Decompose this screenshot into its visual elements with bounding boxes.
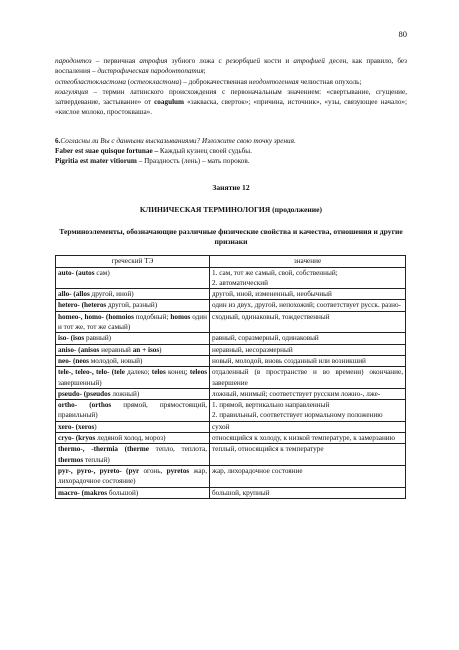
- term-segment: пародонтоз: [55, 57, 92, 65]
- meaning-cell: [210, 388, 406, 399]
- table-row: [56, 311, 406, 333]
- greek-segment: большой): [107, 488, 139, 497]
- greek-segment: pyretos: [166, 466, 190, 475]
- greek-element-cell: [56, 421, 210, 432]
- greek-segment: конец;: [165, 368, 190, 377]
- greek-element-cell: [56, 400, 210, 422]
- greek-segment: теплый): [83, 455, 110, 464]
- meaning-cell: [210, 355, 406, 366]
- greek-segment: ortho- (orthos: [58, 401, 112, 410]
- meaning-segment: жар, лихорадочное состояние: [212, 466, 303, 475]
- greek-segment: hetero- (heteros: [58, 301, 107, 310]
- meaning-segment: ложный, мнимый; соответствует русским ложно-, лже-: [212, 389, 381, 398]
- greek-segment: ложный): [110, 389, 140, 398]
- term-segment: coagulum: [154, 98, 185, 107]
- lesson-heading: Занятие 12: [212, 182, 250, 192]
- meaning-segment: 1. прямой, вертикально направленный: [212, 401, 330, 410]
- term-definition: [55, 87, 407, 118]
- greek-element-cell: [56, 487, 210, 498]
- greek-segment: neo- (neos: [58, 356, 89, 365]
- greek-segment: молодой, новый): [88, 356, 143, 365]
- greek-segment: другой, разный): [106, 301, 158, 310]
- table-row: [56, 487, 406, 498]
- term-segment: коагуляция: [55, 87, 89, 96]
- term-definition: [55, 56, 407, 77]
- greek-segment: an + isos: [132, 345, 160, 354]
- table-header-greek: греческий ТЭ: [56, 256, 210, 267]
- greek-segment: ): [159, 345, 162, 354]
- term-segment: остеокластома: [130, 77, 180, 86]
- question-segment: Согласны ли Вы с данными высказываниями? Изложите свою точку зрения.: [60, 136, 296, 145]
- greek-segment: подобный;: [133, 312, 171, 321]
- meaning-cell: [210, 300, 406, 311]
- exercise-block: [55, 136, 407, 167]
- greek-segment: один и тот же, тот же самый): [58, 312, 207, 332]
- table-row: [56, 344, 406, 355]
- greek-segment: macro- (makros: [58, 488, 108, 497]
- table-row: [56, 388, 406, 399]
- term-segment: неодонтогенная: [248, 77, 299, 86]
- meaning-segment: неравный, несоразмерный: [212, 345, 293, 354]
- greek-segment: жар, лихорадочное состояние): [58, 466, 207, 486]
- term-definitions: [55, 56, 407, 118]
- greek-segment: огонь,: [139, 466, 167, 475]
- greek-segment: thermos: [58, 455, 84, 464]
- greek-segment: xero- (xeros: [58, 422, 95, 431]
- greek-segment: равный): [84, 334, 112, 343]
- greek-element-cell: [56, 433, 210, 444]
- term-segment: кости и: [260, 57, 294, 65]
- greek-segment: тепло, теплота,: [149, 445, 207, 454]
- meaning-segment: сухой: [212, 422, 230, 431]
- greek-element-cell: [56, 388, 210, 399]
- meaning-cell: [210, 289, 406, 300]
- table-row: [56, 400, 406, 422]
- term-segment: челюстная опухоль;: [298, 77, 362, 86]
- greek-segment: pseudo- (pseudos: [58, 389, 111, 398]
- greek-segment: thermo-, -thermia (therme: [58, 445, 149, 454]
- greek-segment: aniso- (anisos: [58, 345, 100, 354]
- table-row: [56, 465, 406, 487]
- latin-proverb: [55, 146, 407, 156]
- proverb-segment: Faber est suae quisque fortunae –: [55, 147, 160, 156]
- greek-element-cell: [56, 444, 210, 466]
- term-segment: остеобластокластома: [55, 77, 126, 86]
- greek-element-cell: [56, 311, 210, 333]
- meaning-cell: [210, 344, 406, 355]
- table-row: [56, 267, 406, 289]
- greek-element-cell: [56, 300, 210, 311]
- meaning-cell: [210, 465, 406, 487]
- table-row: [56, 367, 406, 389]
- meaning-segment: отдаленный (в пространстве и во времени) окончание, завершение: [212, 368, 403, 387]
- greek-segment: далеко;: [124, 368, 152, 377]
- table-header-row: [56, 256, 406, 267]
- greek-segment: tele-, teleo-, telo- (tele: [58, 368, 125, 377]
- meaning-cell: [210, 367, 406, 389]
- greek-segment: pyr-, pyro-, pyreto- (pyr: [58, 466, 140, 475]
- section-title: КЛИНИЧЕСКАЯ ТЕРМИНОЛОГИЯ (продолжение): [139, 204, 323, 214]
- term-segment: «закваска, сверток»; «причина, источник», «узы, связующее начало»; «кислое молоко, простокваша».: [55, 98, 408, 117]
- greek-element-cell: [56, 355, 210, 366]
- greek-segment: cryo- (kryos: [58, 434, 96, 443]
- meaning-segment: теплый, относящийся к температуре: [212, 445, 324, 454]
- greek-element-cell: [56, 367, 210, 389]
- meaning-segment: равный, соразмерный, одинаковый: [212, 334, 319, 343]
- table-header-meaning: значение: [210, 256, 406, 267]
- table-row: [56, 421, 406, 432]
- greek-segment: завершенный): [58, 378, 102, 387]
- meaning-cell: [210, 333, 406, 344]
- term-segment: дистрофическая пародонтопатия: [97, 67, 204, 76]
- term-segment: ) – доброкачественная: [179, 77, 249, 86]
- meaning-segment: относящийся к холоду, к низкой температуре, к замерзанию: [212, 434, 396, 443]
- greek-segment: homeo-, homo- (homoios: [58, 312, 134, 321]
- greek-segment: ледяной холод, мороз): [95, 434, 166, 443]
- table-body: [56, 267, 406, 498]
- meaning-segment: большой, крупный: [212, 488, 270, 497]
- table-row: [56, 355, 406, 366]
- section-subtitle: Терминоэлементы, обозначающие различные физические свойства и качества, отношения и другие признаки: [59, 227, 403, 247]
- greek-element-cell: [56, 289, 210, 300]
- meaning-segment: сходный, одинаковый, тождественный: [212, 312, 330, 321]
- term-segment: атрофия: [139, 57, 168, 65]
- meaning-segment: 2. правильный, соответствует нормальному положению: [212, 411, 383, 420]
- meaning-cell: [210, 487, 406, 498]
- table-row: [56, 433, 406, 444]
- greek-element-cell: [56, 344, 210, 355]
- term-definition: [55, 77, 407, 87]
- greek-element-cell: [56, 333, 210, 344]
- term-segment: – термин латинского происхождения с первоначальным значением: «свертывание, сгущение, затвердевание, застывание» от: [55, 87, 407, 107]
- table-row: [56, 333, 406, 344]
- greek-segment: homos: [170, 312, 191, 321]
- table-row: [56, 300, 406, 311]
- term-segment: (: [126, 77, 131, 86]
- greek-segment: сам): [94, 268, 110, 277]
- greek-segment: iso- (isos: [58, 334, 85, 343]
- meaning-segment: новый, молодой, вновь созданный или возникший: [212, 356, 366, 365]
- term-segment: – первичная: [91, 57, 140, 65]
- latin-proverb: [55, 156, 407, 166]
- proverb-segment: Каждый кузнец своей судьбы.: [159, 147, 252, 156]
- term-segment: атрофией: [293, 57, 325, 65]
- meaning-segment: один из двух, другой, непохожий; соответствует русск. разно-: [212, 301, 401, 310]
- greek-segment: другой, иной): [89, 290, 134, 299]
- greek-segment: auto- (autos: [58, 268, 95, 277]
- terminology-table: [55, 255, 406, 499]
- question-segment: 6.: [55, 136, 61, 145]
- greek-segment: ): [94, 422, 97, 431]
- proverb-segment: – Праздность (лень) – мать пороков.: [136, 157, 250, 166]
- term-segment: зубного ложа с: [167, 57, 226, 65]
- greek-segment: allo- (allos: [58, 290, 90, 299]
- table-row: [56, 289, 406, 300]
- page-number: 80: [398, 29, 407, 39]
- term-segment: десен, как правило, без воспаления –: [55, 57, 408, 76]
- meaning-cell: [210, 267, 406, 289]
- greek-segment: прямой, прямостоящий, правильный): [58, 401, 208, 420]
- term-segment: ;: [203, 67, 206, 76]
- meaning-segment: 2. автоматический: [212, 278, 268, 287]
- term-segment: резорбцией: [225, 57, 261, 65]
- page-body: [55, 56, 407, 499]
- greek-element-cell: [56, 267, 210, 289]
- table-row: [56, 444, 406, 466]
- meaning-cell: [210, 433, 406, 444]
- greek-element-cell: [56, 465, 210, 487]
- meaning-cell: [210, 444, 406, 466]
- meaning-segment: 1. сам, тот же самый, свой, собственный;: [212, 268, 338, 277]
- exercise-question: [55, 136, 407, 146]
- meaning-cell: [210, 421, 406, 432]
- meaning-segment: другой, иной, измененный, необычный: [212, 290, 332, 299]
- meaning-cell: [210, 311, 406, 333]
- greek-segment: teleos: [189, 368, 208, 377]
- meaning-cell: [210, 400, 406, 422]
- proverb-segment: Pigritia est mater vitiorum: [55, 157, 137, 166]
- greek-segment: неравный: [99, 345, 133, 354]
- greek-segment: telos: [151, 368, 166, 377]
